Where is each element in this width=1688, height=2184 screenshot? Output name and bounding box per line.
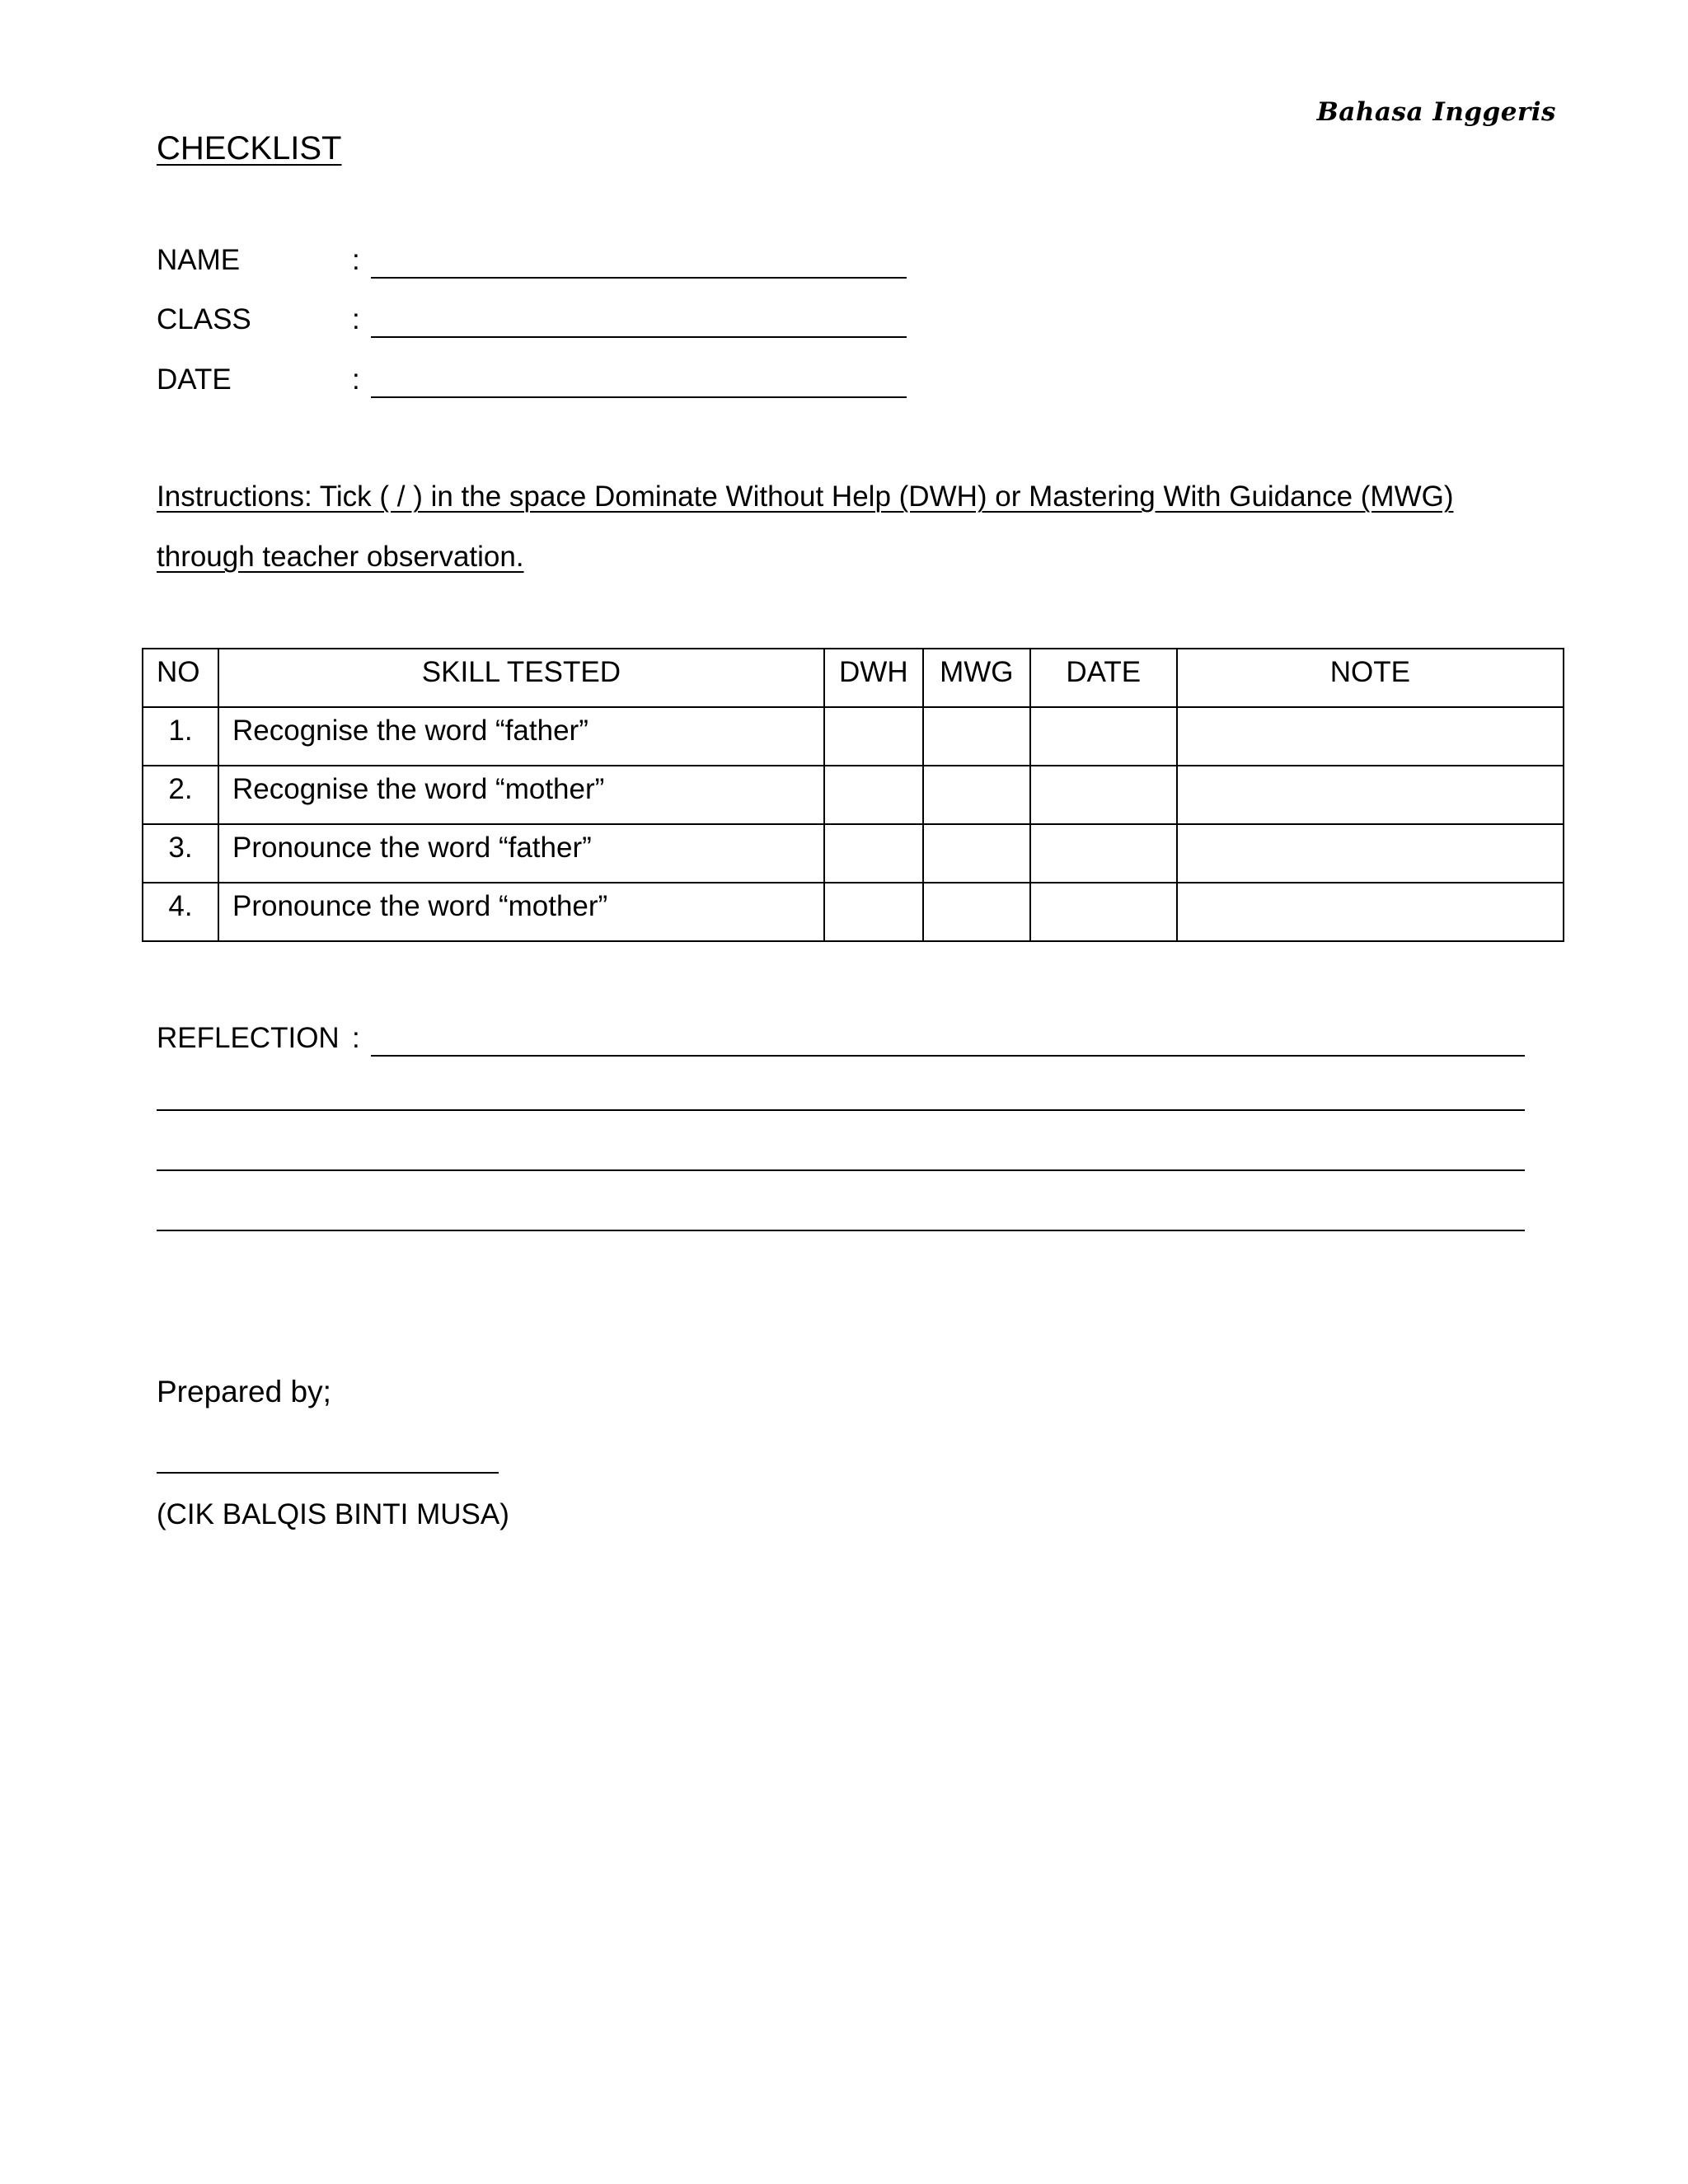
date-blank-line[interactable]	[371, 396, 907, 398]
date-cell[interactable]	[1030, 766, 1177, 824]
row-skill: Recognise the word “mother”	[218, 766, 824, 824]
subject-label: Bahasa Inggeris	[1316, 97, 1556, 127]
date-field[interactable]	[157, 352, 981, 401]
name-field[interactable]	[157, 232, 981, 282]
row-skill: Pronounce the word “mother”	[218, 883, 824, 941]
note-cell[interactable]	[1177, 883, 1564, 941]
note-cell[interactable]	[1177, 707, 1564, 766]
name-colon: :	[352, 244, 360, 276]
class-label: CLASS	[157, 303, 251, 335]
reflection-blank-line[interactable]	[157, 1108, 1525, 1111]
reflection-field[interactable]	[157, 1010, 1525, 1060]
date-cell[interactable]	[1030, 883, 1177, 941]
class-blank-line[interactable]	[371, 335, 907, 338]
header-mwg: MWG	[923, 649, 1030, 707]
mwg-cell[interactable]	[923, 883, 1030, 941]
reflection-blank-line[interactable]	[371, 1054, 1525, 1057]
dwh-cell[interactable]	[824, 766, 923, 824]
signer-name: (CIK BALQIS BINTI MUSA)	[157, 1498, 509, 1530]
row-number: 1.	[143, 707, 218, 766]
note-cell[interactable]	[1177, 766, 1564, 824]
table-row	[143, 766, 1564, 824]
page-title: CHECKLIST	[157, 130, 342, 166]
dwh-cell[interactable]	[824, 883, 923, 941]
name-label: NAME	[157, 244, 241, 276]
checklist-table	[142, 648, 1564, 942]
header-skill-tested: SKILL TESTED	[218, 649, 824, 707]
table-row	[143, 824, 1564, 883]
date-cell[interactable]	[1030, 707, 1177, 766]
row-number: 3.	[143, 824, 218, 883]
mwg-cell[interactable]	[923, 707, 1030, 766]
reflection-blank-line[interactable]	[157, 1229, 1525, 1231]
header-no: NO	[143, 649, 218, 707]
mwg-cell[interactable]	[923, 766, 1030, 824]
reflection-blank-line[interactable]	[157, 1169, 1525, 1171]
class-colon: :	[352, 303, 360, 335]
header-dwh: DWH	[824, 649, 923, 707]
name-blank-line[interactable]	[371, 276, 907, 279]
dwh-cell[interactable]	[824, 707, 923, 766]
signature-line[interactable]	[157, 1471, 499, 1474]
date-label: DATE	[157, 363, 232, 396]
reflection-colon: :	[352, 1022, 360, 1054]
row-skill: Pronounce the word “father”	[218, 824, 824, 883]
table-row	[143, 707, 1564, 766]
date-cell[interactable]	[1030, 824, 1177, 883]
table-row	[143, 883, 1564, 941]
reflection-label: REFLECTION	[157, 1022, 340, 1054]
class-field[interactable]	[157, 292, 981, 341]
row-number: 2.	[143, 766, 218, 824]
dwh-cell[interactable]	[824, 824, 923, 883]
header-date: DATE	[1030, 649, 1177, 707]
note-cell[interactable]	[1177, 824, 1564, 883]
instructions-text: Instructions: Tick ( / ) in the space Dominate Without Help (DWH) or Mastering With Guidance (MWG) through teacher observation.	[157, 480, 1454, 573]
header-note: NOTE	[1177, 649, 1564, 707]
prepared-by-label: Prepared by;	[157, 1375, 331, 1408]
row-skill: Recognise the word “father”	[218, 707, 824, 766]
row-number: 4.	[143, 883, 218, 941]
mwg-cell[interactable]	[923, 824, 1030, 883]
table-header-row	[143, 649, 1564, 707]
date-colon: :	[352, 363, 360, 396]
